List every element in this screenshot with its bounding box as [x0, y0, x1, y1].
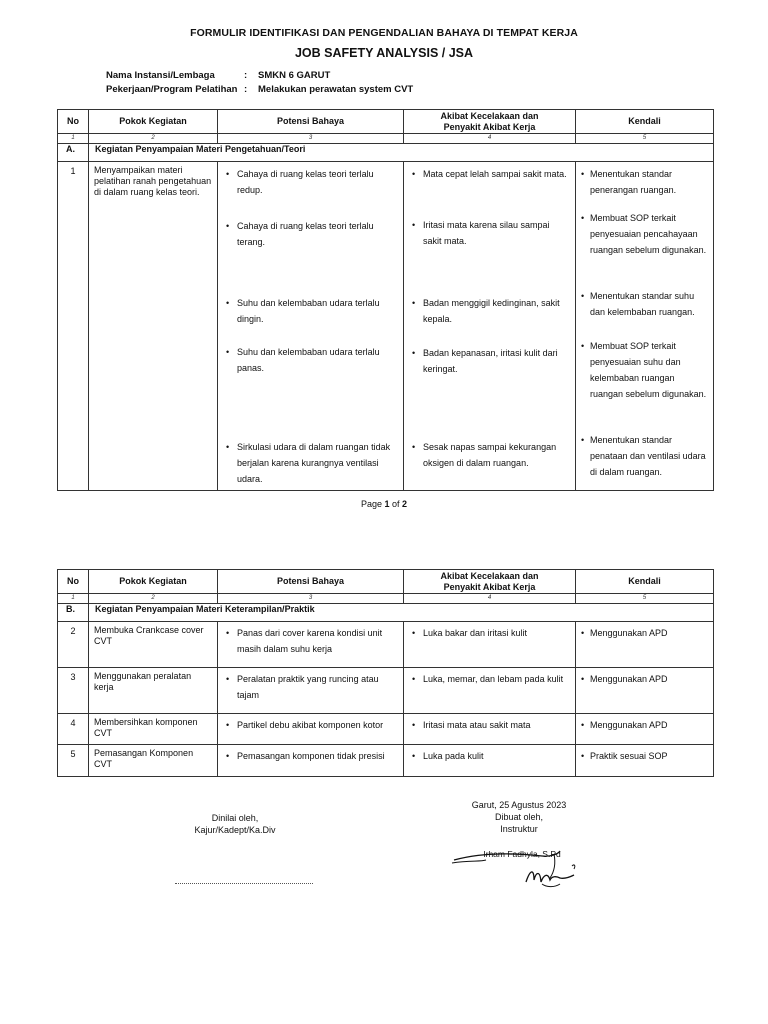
signature-right-role: Dibuat oleh, — [494, 812, 544, 822]
signature-right-name: Irham Fadhyla, S.Pd — [483, 849, 561, 859]
row-no: 3 — [58, 668, 89, 714]
col-header-potensi: Potensi Bahaya — [218, 570, 404, 594]
signature-left — [160, 812, 310, 836]
section-a-code: A. — [58, 144, 89, 162]
table-row — [58, 622, 714, 668]
meta-instansi-value: SMKN 6 GARUT — [258, 70, 331, 81]
meta-pekerjaan-value: Melakukan perawatan system CVT — [258, 84, 414, 95]
list-item: • Membuat SOP terkait penyesuaian pencahayaan ruangan sebelum digunakan. — [581, 210, 708, 288]
row-pokok: Menggunakan peralatan kerja — [89, 668, 218, 714]
list-item: • Menggunakan APD — [581, 717, 708, 733]
jsa-table-page1 — [57, 109, 714, 491]
col-header-akibat-line1: Akibat Kecelakaan dan — [440, 110, 539, 121]
row-potensi — [218, 162, 404, 491]
jsa-table-page2 — [57, 569, 714, 777]
meta-colon: : — [244, 70, 248, 81]
signature-left-title: Kajur/Kadept/Ka.Div — [194, 825, 276, 835]
list-item: • Badan kepanasan, iritasi kulit dari keringat. — [409, 345, 570, 439]
table-header-row — [58, 570, 714, 594]
col-header-pokok: Pokok Kegiatan — [89, 570, 218, 594]
col-number: 5 — [576, 134, 714, 144]
col-header-no: No — [58, 110, 89, 134]
signature-right — [444, 799, 594, 835]
signature-date: Garut, 25 Agustus 2023 — [471, 800, 567, 810]
list-item: • Panas dari cover karena kondisi unit masih dalam suhu kerja — [223, 625, 398, 657]
col-header-potensi: Potensi Bahaya — [218, 110, 404, 134]
table-row — [58, 668, 714, 714]
list-item: • Peralatan praktik yang runcing atau tajam — [223, 671, 398, 703]
list-item: • Badan menggigil kedinginan, sakit kepala. — [409, 295, 570, 345]
col-header-akibat — [404, 110, 576, 134]
row-potensi — [218, 622, 404, 668]
row-potensi — [218, 668, 404, 714]
meta-colon: : — [244, 84, 248, 95]
row-no: 1 — [58, 162, 89, 491]
row-pokok: Menyampaikan materi pelatihan ranah pengetahuan di dalam ruang kelas teori. — [89, 162, 218, 491]
col-header-akibat-line1: Akibat Kecelakaan dan — [440, 570, 539, 581]
list-item: • Menggunakan APD — [581, 625, 708, 641]
col-header-no: No — [58, 570, 89, 594]
row-pokok: Pemasangan Komponen CVT — [89, 745, 218, 777]
table-header-row — [58, 110, 714, 134]
list-item: • Menentukan standar penataan dan ventilasi udara di dalam ruangan. — [581, 432, 708, 480]
page-current: 1 — [384, 499, 390, 509]
signature-right-title: Instruktur — [500, 824, 538, 834]
list-item: • Sirkulasi udara di dalam ruangan tidak berjalan karena kurangnya ventilasi udara. — [223, 439, 398, 487]
list-item: • Sesak napas sampai kekurangan oksigen di dalam ruangan. — [409, 439, 570, 471]
row-akibat — [404, 668, 576, 714]
list-item: • Iritasi mata atau sakit mata — [409, 717, 570, 733]
col-header-akibat — [404, 570, 576, 594]
table-row — [58, 745, 714, 777]
section-a-row — [58, 144, 714, 162]
list-item: • Pemasangan komponen tidak presisi — [223, 748, 398, 764]
list-item: • Cahaya di ruang kelas teori terlalu terang. — [223, 218, 398, 295]
row-akibat — [404, 714, 576, 745]
col-header-kendali: Kendali — [576, 110, 714, 134]
list-item: • Cahaya di ruang kelas teori terlalu redup. — [223, 166, 398, 218]
col-header-kendali: Kendali — [576, 570, 714, 594]
col-number: 4 — [404, 134, 576, 144]
col-number: 2 — [89, 134, 218, 144]
row-no: 5 — [58, 745, 89, 777]
col-number: 4 — [404, 594, 576, 604]
list-item: • Mata cepat lelah sampai sakit mata. — [409, 166, 570, 217]
list-item: • Praktik sesuai SOP — [581, 748, 708, 764]
row-potensi — [218, 714, 404, 745]
table-row — [58, 714, 714, 745]
form-subtitle: JOB SAFETY ANALYSIS / JSA — [294, 46, 474, 60]
form-title: FORMULIR IDENTIFIKASI DAN PENGENDALIAN BAHAYA DI TEMPAT KERJA — [190, 27, 578, 39]
meta-instansi-label: Nama Instansi/Lembaga — [106, 70, 215, 81]
page-prefix: Page — [360, 499, 382, 509]
section-b-row — [58, 604, 714, 622]
list-item: • Luka pada kulit — [409, 748, 570, 764]
list-item: • Luka, memar, dan lebam pada kulit — [409, 671, 570, 687]
page-total: 2 — [402, 499, 408, 509]
row-no: 4 — [58, 714, 89, 745]
row-kendali — [576, 668, 714, 714]
col-number: 3 — [218, 134, 404, 144]
col-number: 1 — [58, 134, 89, 144]
col-number: 3 — [218, 594, 404, 604]
row-akibat — [404, 622, 576, 668]
col-number: 5 — [576, 594, 714, 604]
row-akibat — [404, 745, 576, 777]
row-kendali — [576, 622, 714, 668]
list-item: • Menggunakan APD — [581, 671, 708, 687]
meta-pekerjaan-label: Pekerjaan/Program Pelatihan — [106, 84, 238, 95]
list-item: • Menentukan standar suhu dan kelembaban ruangan. — [581, 288, 708, 338]
table-row — [58, 162, 714, 491]
list-item: • Membuat SOP terkait penyesuaian suhu dan kelembaban ruangan ruangan sebelum digunakan. — [581, 338, 708, 432]
row-kendali — [576, 162, 714, 491]
list-item: • Suhu dan kelembaban udara terlalu dingin. — [223, 295, 398, 344]
col-number: 2 — [89, 594, 218, 604]
col-header-akibat-line2: Penyakit Akibat Kerja — [443, 121, 536, 132]
row-kendali — [576, 745, 714, 777]
row-pokok: Membuka Crankcase cover CVT — [89, 622, 218, 668]
meta-instansi — [106, 70, 330, 81]
page-of: of — [392, 499, 400, 509]
list-item: • Suhu dan kelembaban udara terlalu panas. — [223, 344, 398, 439]
row-akibat — [404, 162, 576, 491]
handwritten-signature-icon — [446, 840, 586, 896]
list-item: • Partikel debu akibat komponen kotor — [223, 717, 398, 733]
row-no: 2 — [58, 622, 89, 668]
section-b-title: Kegiatan Penyampaian Materi Keterampilan/Praktik — [89, 604, 714, 622]
column-number-row — [58, 134, 714, 144]
row-pokok: Membersihkan komponen CVT — [89, 714, 218, 745]
col-header-akibat-line2: Penyakit Akibat Kerja — [443, 581, 536, 592]
page-number — [0, 499, 768, 509]
column-number-row — [58, 594, 714, 604]
row-kendali — [576, 714, 714, 745]
list-item: • Iritasi mata karena silau sampai sakit mata. — [409, 217, 570, 295]
list-item: • Menentukan standar penerangan ruangan. — [581, 166, 708, 210]
col-number: 1 — [58, 594, 89, 604]
section-b-code: B. — [58, 604, 89, 622]
col-header-pokok: Pokok Kegiatan — [89, 110, 218, 134]
meta-pekerjaan — [106, 84, 413, 95]
signature-left-role: Dinilai oleh, — [211, 813, 259, 823]
row-potensi — [218, 745, 404, 777]
signature-left-line — [175, 876, 313, 884]
list-item: • Luka bakar dan iritasi kulit — [409, 625, 570, 641]
section-a-title: Kegiatan Penyampaian Materi Pengetahuan/Teori — [89, 144, 714, 162]
